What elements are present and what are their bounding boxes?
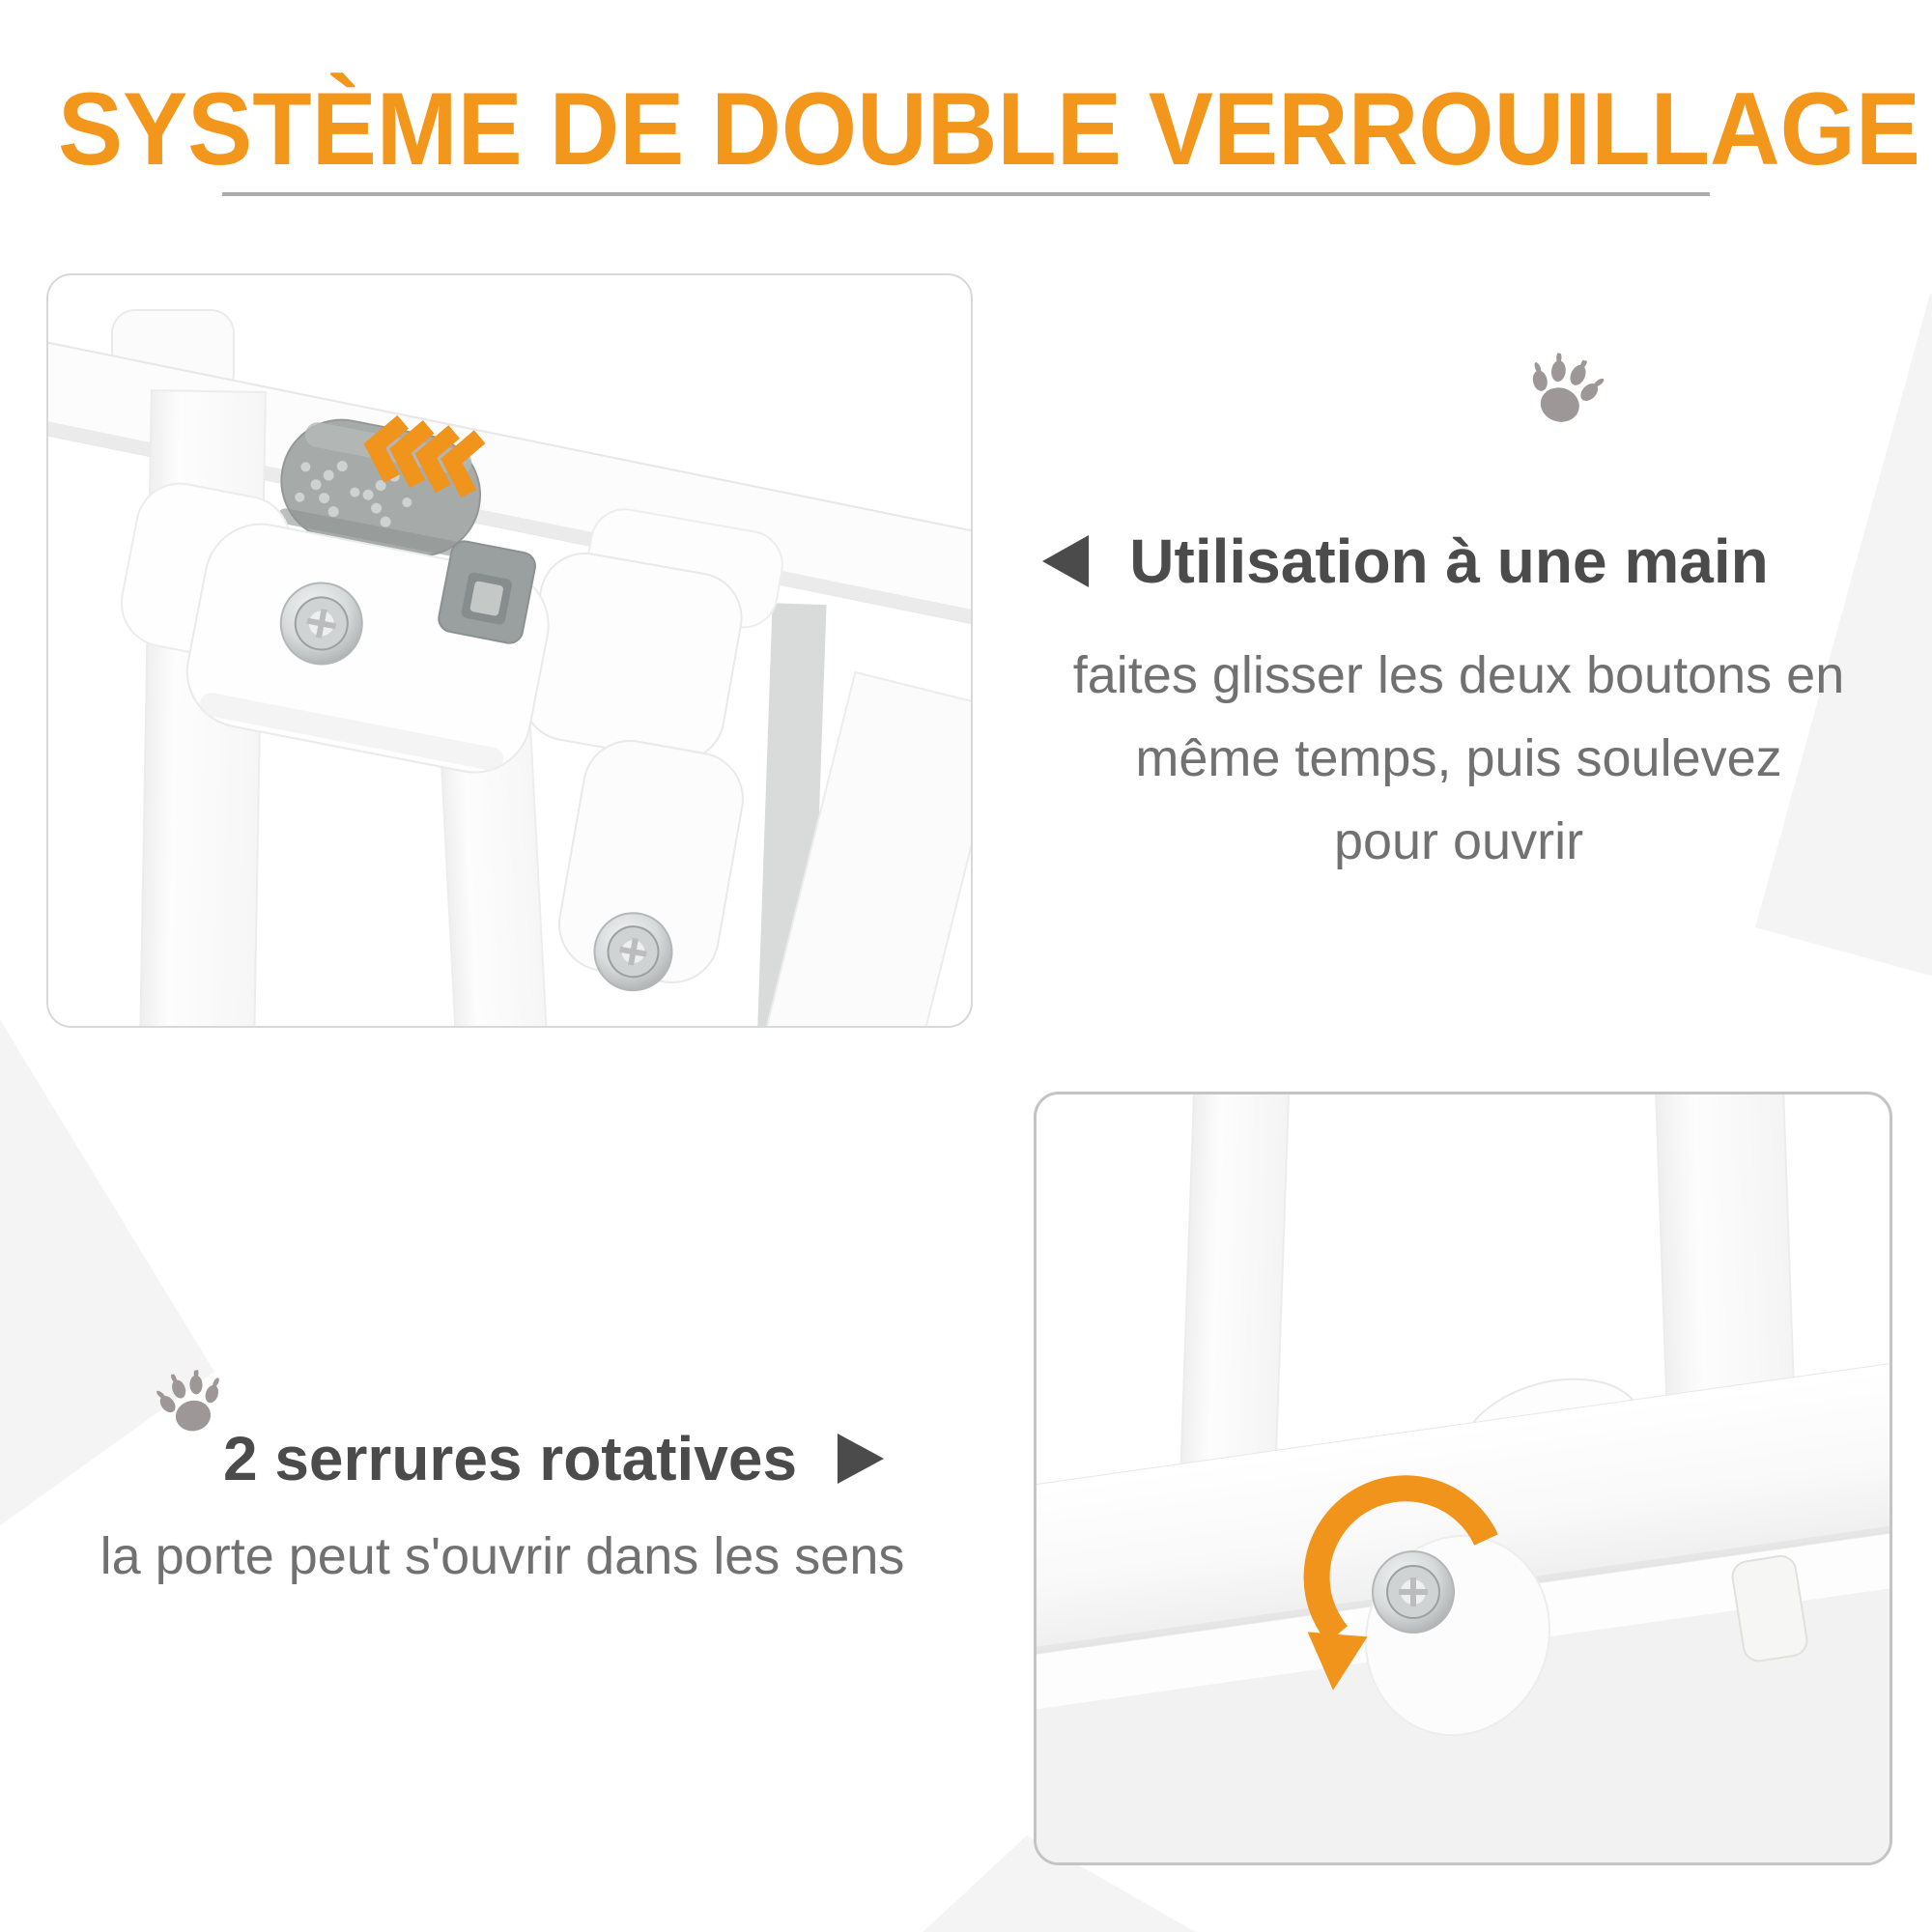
photo-card-slider-lock (46, 273, 973, 1028)
feature-one-hand-line3: pour ouvrir (1333, 812, 1584, 870)
feature-one-hand-heading: Utilisation à une main (1129, 526, 1769, 596)
latch-tongue (437, 539, 538, 645)
feature-rotating-locks-heading-row (153, 1423, 954, 1494)
feature-one-hand-description (1014, 634, 1903, 883)
feature-one-hand-heading-row (1005, 526, 1806, 597)
screw-rotary (1373, 1551, 1454, 1633)
triangle-left-icon (1042, 535, 1089, 587)
feature-rotating-locks-line1: la porte peut s'ouvrir dans les sens (99, 1527, 905, 1585)
feature-one-hand-line1: faites glisser les deux boutons en (1072, 646, 1845, 704)
photo-card-rotating-lock (1034, 1092, 1892, 1865)
triangle-right-icon (838, 1434, 884, 1484)
feature-rotating-locks-description (29, 1515, 976, 1598)
gate-lock-illustration (48, 275, 971, 1026)
feature-one-hand-line2: même temps, puis soulevez (1135, 729, 1782, 787)
gate-bar-left (1179, 1094, 1290, 1512)
page-title: SYSTÈME DE DOUBLE VERROUILLAGE (58, 71, 1920, 186)
title-underline (222, 192, 1710, 196)
feature-rotating-locks-heading: 2 serrures rotatives (222, 1424, 798, 1493)
rotating-lock-illustration (1037, 1094, 1889, 1862)
